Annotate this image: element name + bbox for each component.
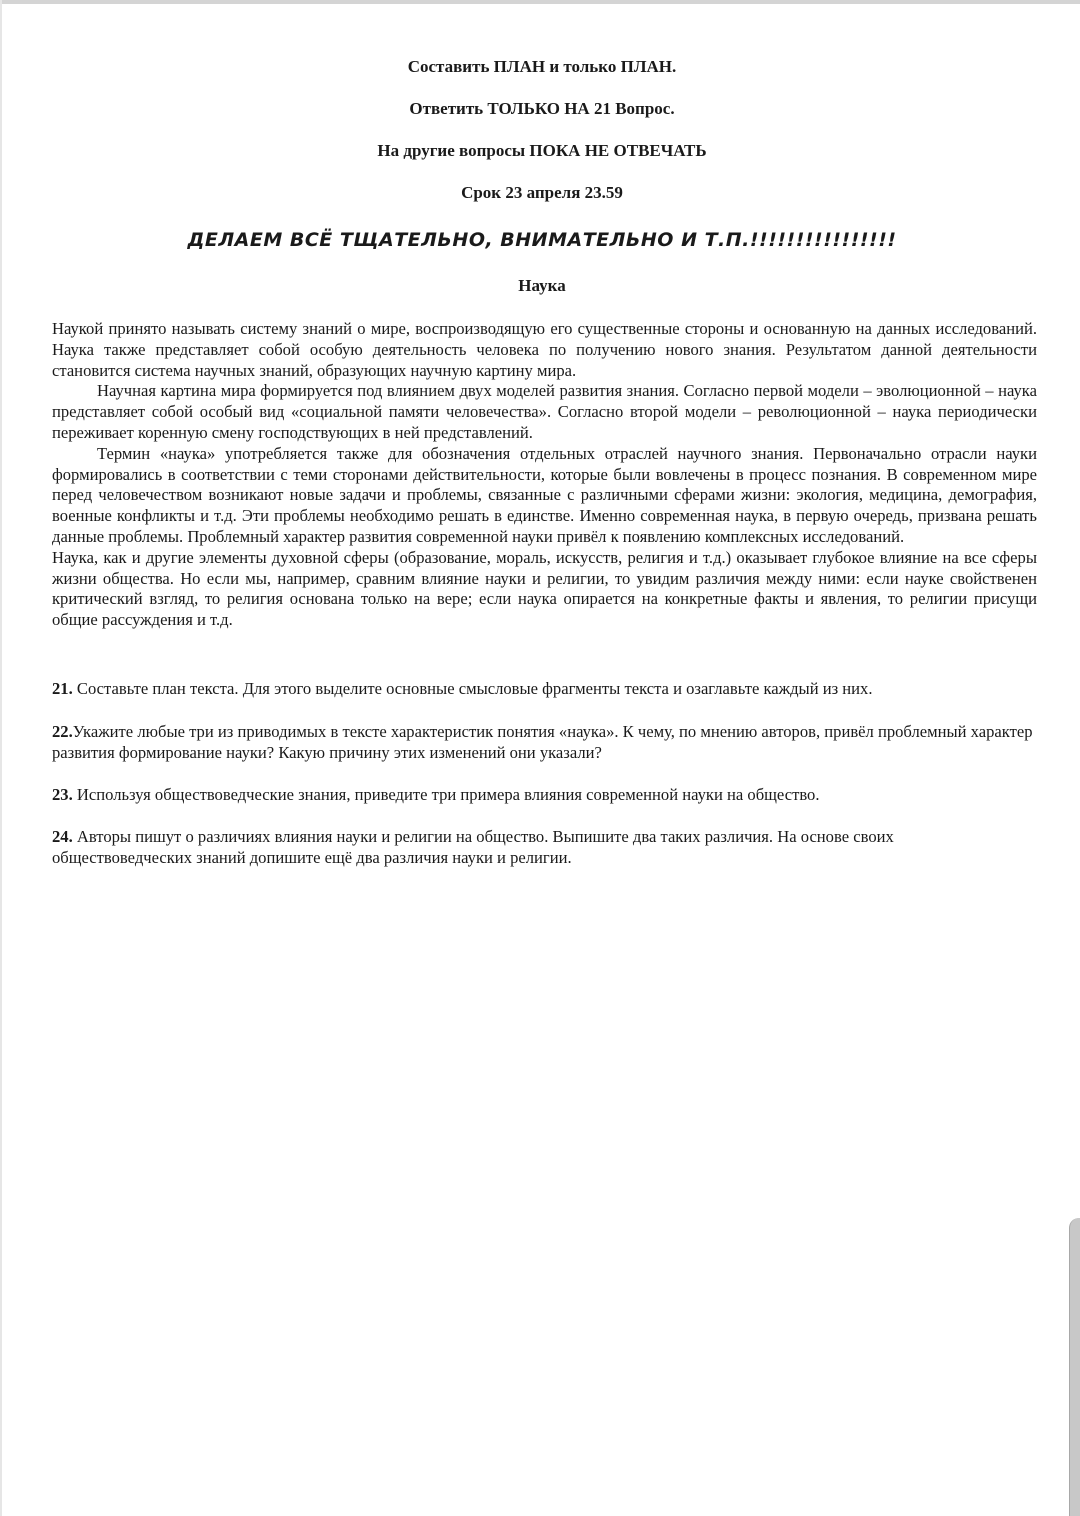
question-22	[52, 721, 1037, 763]
instruction-question-21: Ответить ТОЛЬКО НА 21 Вопрос.	[409, 99, 675, 118]
question-text: Составьте план текста. Для этого выделите основные смысловые фрагменты текста и озаглавьте каждый из них.	[72, 679, 873, 698]
paragraph-definition: Наукой принято называть систему знаний о мире, воспроизводящую его существенные стороны и основанную на данных исследований. Наука также представляет собой особую деятельность человека по получению нового знания. Результатом данной деятельности становится система научных знаний, образующих научную картину мира.	[52, 319, 1037, 380]
question-text: Укажите любые три из приводимых в тексте характеристик понятия «наука». К чему, по мнению авторов, привёл проблемный характер развития формирование науки? Какую причину этих изменений они указали?	[52, 722, 1033, 762]
question-text: Авторы пишут о различиях влияния науки и религии на общество. Выпишите два таких различия. На основе своих обществоведческих знаний допишите ещё два различия науки и религии.	[52, 827, 894, 867]
paragraph-models: Научная картина мира формируется под влиянием двух моделей развития знания. Согласно первой модели – эволюционной – наука представляет собой особый вид «социальной памяти человечества». Согласно второй модели – революционной – наука периодически переживает коренную смену господствующих в ней представлений.	[52, 381, 1037, 442]
question-23	[52, 784, 1037, 805]
question-number: 22.	[52, 722, 73, 741]
instruction-plan: Составить ПЛАН и только ПЛАН.	[407, 57, 677, 76]
emphasis-banner: ДЕЛАЕМ ВСЁ ТЩАТЕЛЬНО, ВНИМАТЕЛЬНО И Т.П.!!!!!!!!!!!!!!!!	[187, 229, 897, 251]
paragraph-influence: Наука, как и другие элементы духовной сферы (образование, мораль, искусств, религия и т.д.) оказывает глубокое влияние на все сферы жизни общества. Но если мы, например, сравним влияние науки и религии, то увидим различия между ними: если науке свойственен критический взгляд, то религия основана только на вере; если наука опирается на конкретные факты и явления, то религии присущи общие рассуждения и т.д.	[52, 547, 1037, 630]
scrollbar-thumb[interactable]	[1069, 1218, 1080, 1516]
window-top-edge	[0, 0, 1080, 4]
question-number: 21.	[52, 679, 73, 698]
page-left-edge	[0, 0, 2, 1516]
deadline-text: Срок 23 апреля 23.59	[461, 183, 623, 202]
instruction-no-other-answers: На другие вопросы ПОКА НЕ ОТВЕЧАТЬ	[377, 141, 707, 160]
question-24	[52, 826, 1037, 868]
question-number: 23.	[52, 785, 73, 804]
paragraph-branches: Термин «наука» употребляется также для обозначения отдельных отраслей научного знания. Первоначально отрасли науки формировались в соответствии с теми сторонами действительности, которые были вовлечены в процесс познания. В современном мире перед человечеством возникают новые задачи и проблемы, связанные с различными сферами жизни: экология, медицина, демография, военные конфликты и т.д. Эти проблемы необходимо решать в единстве. Именно современная наука, в первую очередь, призвана решать данные проблемы. Проблемный характер развития современной науки привёл к появлению комплексных исследований.	[52, 443, 1037, 546]
article-text	[52, 319, 1037, 631]
section-title: Наука	[518, 276, 566, 295]
question-text: Используя обществоведческие знания, приведите три примера влияния современной науки на общество.	[72, 785, 820, 804]
question-number: 24.	[52, 827, 73, 846]
question-21	[52, 678, 1037, 699]
